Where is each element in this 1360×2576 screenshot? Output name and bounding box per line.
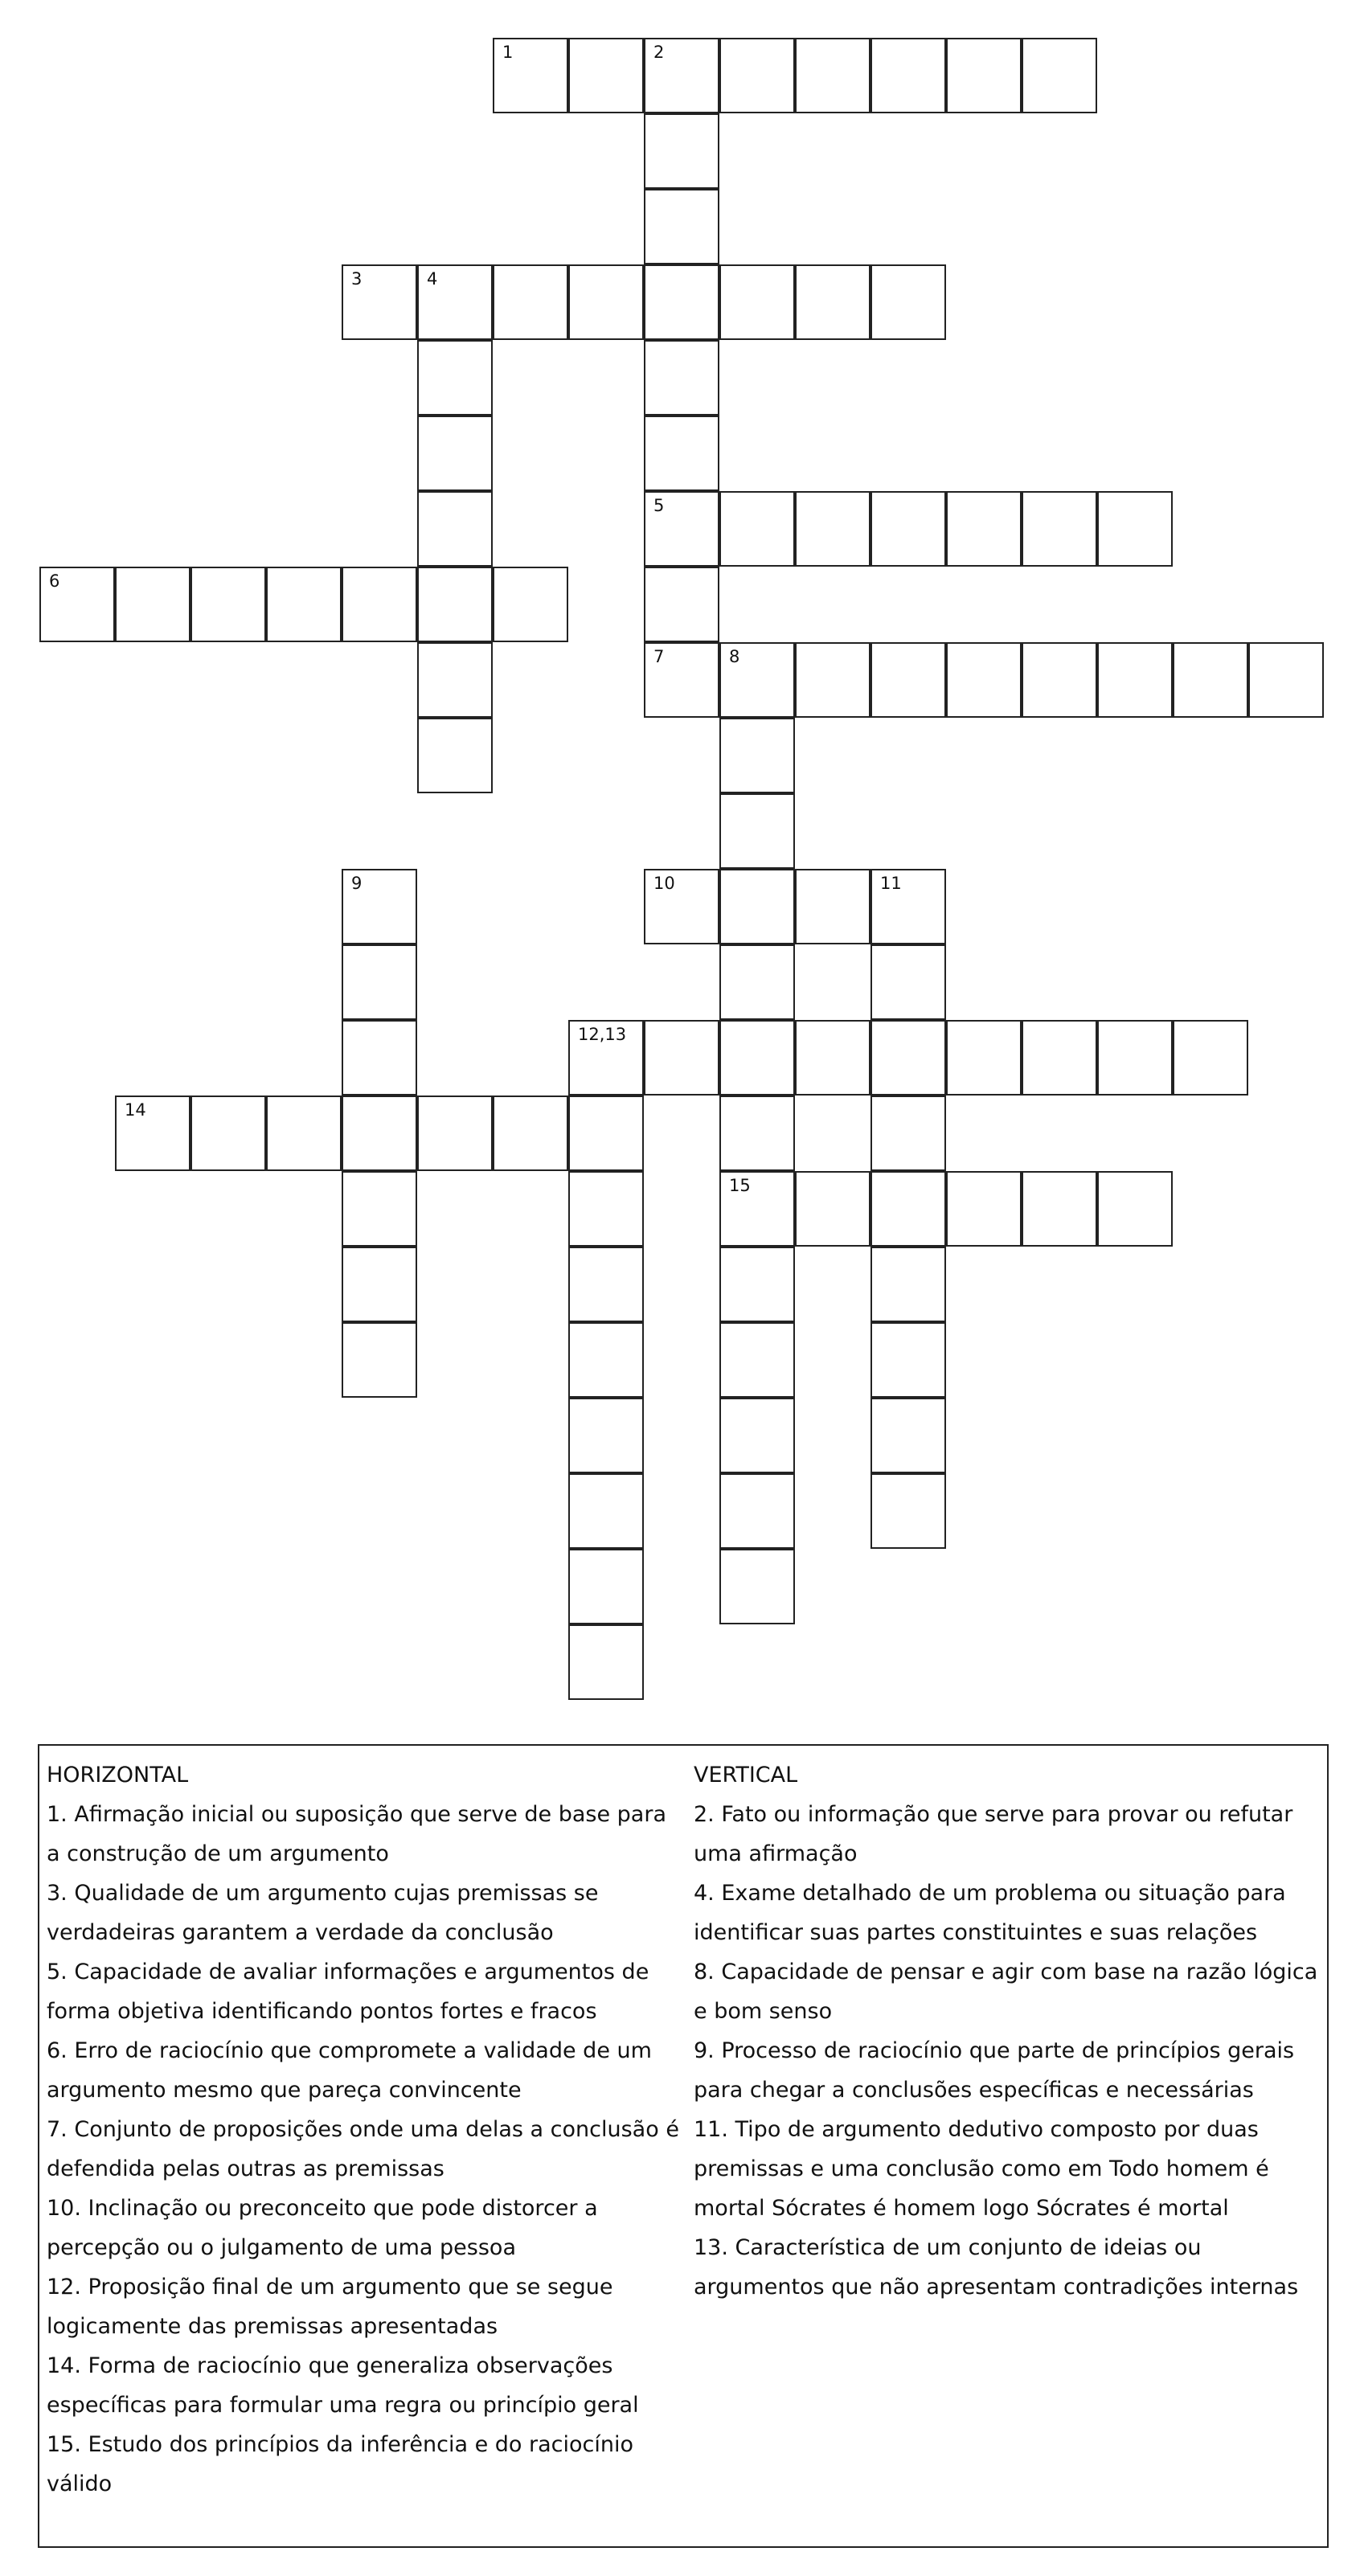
grid-cell[interactable] (568, 1549, 644, 1624)
clue-number: 11 (880, 874, 902, 893)
grid-cell[interactable] (115, 1096, 190, 1171)
grid-cell[interactable] (1248, 642, 1324, 718)
grid-cell[interactable] (644, 113, 719, 189)
grid-cell[interactable] (568, 38, 644, 113)
grid-cell[interactable] (946, 642, 1022, 718)
grid-cell[interactable] (946, 491, 1022, 567)
grid-cell[interactable] (795, 869, 870, 944)
grid-cell[interactable] (644, 38, 719, 113)
grid-cell[interactable] (644, 567, 719, 642)
clue-number: 8 (729, 647, 740, 666)
grid-cell[interactable] (1022, 642, 1097, 718)
grid-cell[interactable] (1173, 642, 1248, 718)
vertical-clue-8: 8. Capacidade de pensar e agir com base na razão lógica e bom senso (694, 1960, 1318, 2024)
grid-cell[interactable] (719, 264, 795, 340)
grid-cell[interactable] (493, 1096, 568, 1171)
grid-cell[interactable] (719, 869, 795, 944)
grid-cell[interactable] (568, 1171, 644, 1247)
grid-cell[interactable] (266, 567, 342, 642)
clue-number: 9 (351, 874, 363, 893)
clues-panel (38, 1744, 1329, 2548)
grid-cell[interactable] (417, 416, 493, 491)
grid-cell[interactable] (493, 264, 568, 340)
grid-cell[interactable] (870, 944, 946, 1020)
horizontal-clue-6: 6. Erro de raciocínio que compromete a validade de um argumento mesmo que pareça convincente (47, 2038, 652, 2103)
grid-cell[interactable] (190, 567, 266, 642)
grid-cell[interactable] (342, 264, 417, 340)
grid-cell[interactable] (870, 869, 946, 944)
grid-cell[interactable] (1022, 491, 1097, 567)
grid-cell[interactable] (719, 1398, 795, 1473)
horizontal-clue-3: 3. Qualidade de um argumento cujas premissas se verdadeiras garantem a verdade da conclusão (47, 1881, 599, 1945)
grid-cell[interactable] (1022, 1020, 1097, 1096)
grid-cell[interactable] (870, 1398, 946, 1473)
grid-cell[interactable] (342, 1020, 417, 1096)
grid-cell[interactable] (719, 1096, 795, 1171)
grid-cell[interactable] (417, 264, 493, 340)
grid-cell[interactable] (719, 642, 795, 718)
horizontal-clue-1: 1. Afirmação inicial ou suposição que serve de base para a construção de um argumento (47, 1802, 666, 1866)
grid-cell[interactable] (1097, 642, 1173, 718)
grid-cell[interactable] (568, 1473, 644, 1549)
grid-cell[interactable] (870, 264, 946, 340)
grid-cell[interactable] (719, 1171, 795, 1247)
vertical-clue-9: 9. Processo de raciocínio que parte de princípios gerais para chegar a conclusões específicas e necessárias (694, 2038, 1295, 2103)
horizontal-clue-10: 10. Inclinação ou preconceito que pode distorcer a percepção ou o julgamento de uma pessoa (47, 2196, 598, 2260)
grid-cell[interactable] (342, 869, 417, 944)
grid-cell[interactable] (644, 416, 719, 491)
grid-cell[interactable] (795, 642, 870, 718)
grid-cell[interactable] (568, 1247, 644, 1322)
grid-cell[interactable] (644, 869, 719, 944)
grid-cell[interactable] (644, 1020, 719, 1096)
grid-cell[interactable] (946, 38, 1022, 113)
clue-number: 3 (351, 269, 363, 289)
grid-cell[interactable] (644, 340, 719, 416)
grid-cell[interactable] (1097, 491, 1173, 567)
grid-cell[interactable] (493, 38, 568, 113)
grid-cell[interactable] (870, 1322, 946, 1398)
grid-cell[interactable] (417, 340, 493, 416)
grid-cell[interactable] (870, 491, 946, 567)
grid-cell[interactable] (795, 1020, 870, 1096)
grid-cell[interactable] (644, 189, 719, 264)
grid-cell[interactable] (1097, 1020, 1173, 1096)
clue-number: 15 (729, 1176, 751, 1195)
grid-cell[interactable] (1173, 1020, 1248, 1096)
grid-cell[interactable] (342, 1171, 417, 1247)
grid-cell[interactable] (568, 1096, 644, 1171)
grid-cell[interactable] (795, 264, 870, 340)
grid-cell[interactable] (946, 1171, 1022, 1247)
grid-cell[interactable] (870, 1096, 946, 1171)
vertical-clue-11: 11. Tipo de argumento dedutivo composto por duas premissas e uma conclusão como em Todo homem é mortal Sócrates é homem logo Sócrates é mortal (694, 2117, 1269, 2221)
grid-cell[interactable] (417, 567, 493, 642)
grid-cell[interactable] (568, 1624, 644, 1700)
horizontal-clue-15: 15. Estudo dos princípios da inferência e do raciocínio válido (47, 2432, 634, 2496)
grid-cell[interactable] (1022, 38, 1097, 113)
grid-cell[interactable] (719, 793, 795, 869)
grid-cell[interactable] (568, 1398, 644, 1473)
vertical-clue-2: 2. Fato ou informação que serve para provar ou refutar uma afirmação (694, 1802, 1293, 1866)
grid-cell[interactable] (795, 38, 870, 113)
grid-cell[interactable] (719, 944, 795, 1020)
clue-number: 1 (502, 43, 514, 62)
grid-cell[interactable] (39, 567, 115, 642)
grid-cell[interactable] (342, 944, 417, 1020)
grid-cell[interactable] (493, 567, 568, 642)
clue-number: 10 (653, 874, 675, 893)
grid-cell[interactable] (795, 1171, 870, 1247)
grid-cell[interactable] (568, 1322, 644, 1398)
grid-cell[interactable] (870, 642, 946, 718)
clue-number: 12,13 (578, 1025, 627, 1044)
grid-cell[interactable] (644, 264, 719, 340)
grid-cell[interactable] (719, 1322, 795, 1398)
grid-cell[interactable] (870, 1247, 946, 1322)
grid-cell[interactable] (644, 642, 719, 718)
grid-cell[interactable] (342, 567, 417, 642)
grid-cell[interactable] (795, 491, 870, 567)
grid-cell[interactable] (644, 491, 719, 567)
grid-cell[interactable] (266, 1096, 342, 1171)
clue-number: 2 (653, 43, 665, 62)
grid-cell[interactable] (1022, 1171, 1097, 1247)
grid-cell[interactable] (342, 1096, 417, 1171)
grid-cell[interactable] (870, 38, 946, 113)
clue-number: 5 (653, 496, 665, 515)
vertical-title: VERTICAL (694, 1763, 798, 1788)
clue-number: 7 (653, 647, 665, 666)
vertical-clue-13: 13. Característica de um conjunto de ideias ou argumentos que não apresentam contradições internas (694, 2235, 1299, 2300)
grid-cell[interactable] (342, 1247, 417, 1322)
grid-cell[interactable] (342, 1322, 417, 1398)
grid-cell[interactable] (568, 264, 644, 340)
horizontal-clue-5: 5. Capacidade de avaliar informações e argumentos de forma objetiva identificando pontos fortes e fracos (47, 1960, 649, 2024)
grid-cell[interactable] (719, 491, 795, 567)
grid-cell[interactable] (946, 1020, 1022, 1096)
horizontal-clues (47, 1755, 682, 2504)
clue-number: 14 (125, 1100, 146, 1120)
grid-cell[interactable] (870, 1020, 946, 1096)
grid-cell[interactable] (190, 1096, 266, 1171)
clue-number: 6 (49, 571, 60, 591)
vertical-clue-4: 4. Exame detalhado de um problema ou situação para identificar suas partes constituintes e suas relações (694, 1881, 1286, 1945)
horizontal-clue-12: 12. Proposição final de um argumento que se segue logicamente das premissas apresentadas (47, 2275, 613, 2339)
grid-cell[interactable] (417, 491, 493, 567)
grid-cell[interactable] (568, 1020, 644, 1096)
grid-cell[interactable] (719, 1549, 795, 1624)
horizontal-clue-14: 14. Forma de raciocínio que generaliza observações específicas para formular uma regra ou princípio geral (47, 2353, 639, 2418)
grid-cell[interactable] (115, 567, 190, 642)
grid-cell[interactable] (417, 642, 493, 718)
grid-cell[interactable] (417, 1096, 493, 1171)
grid-cell[interactable] (719, 38, 795, 113)
horizontal-clue-7: 7. Conjunto de proposições onde uma delas a conclusão é defendida pelas outras as premissas (47, 2117, 679, 2181)
grid-cell[interactable] (719, 1473, 795, 1549)
grid-cell[interactable] (870, 1171, 946, 1247)
vertical-clues (694, 1755, 1325, 2307)
clue-number: 4 (427, 269, 438, 289)
grid-cell[interactable] (719, 1247, 795, 1322)
grid-cell[interactable] (719, 1020, 795, 1096)
grid-cell[interactable] (719, 718, 795, 793)
grid-cell[interactable] (417, 718, 493, 793)
grid-cell[interactable] (870, 1473, 946, 1549)
horizontal-title: HORIZONTAL (47, 1763, 189, 1788)
grid-cell[interactable] (1097, 1171, 1173, 1247)
